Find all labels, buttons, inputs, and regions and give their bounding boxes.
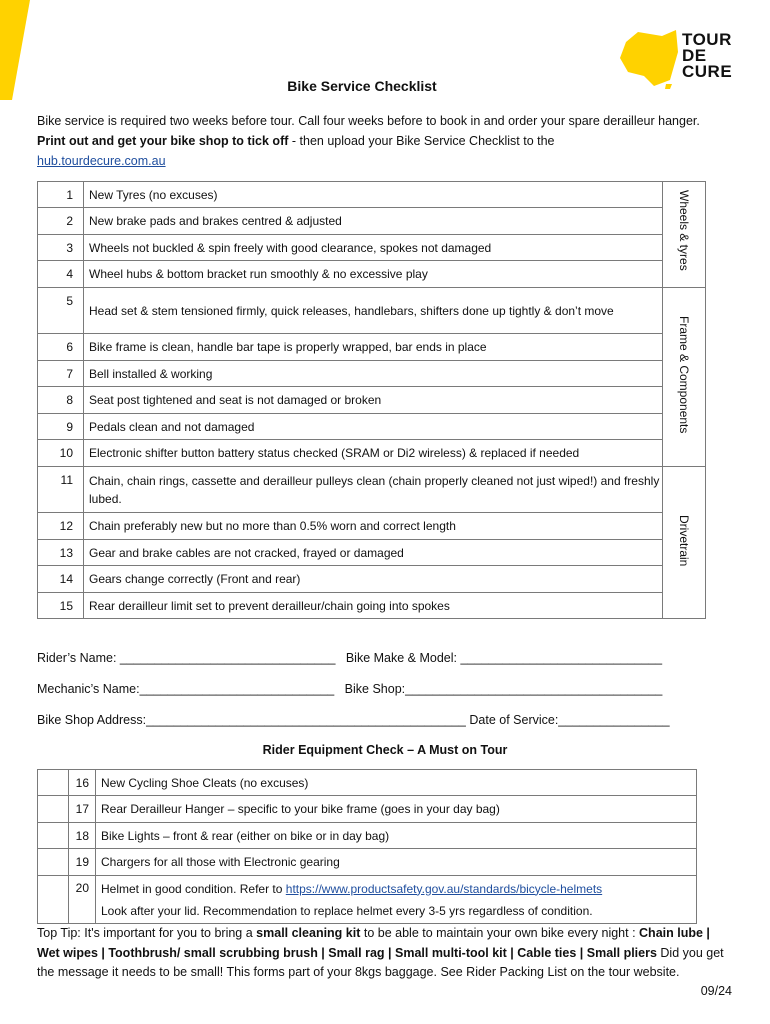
- section-label-cell: [663, 467, 706, 619]
- item-text: New Cycling Shoe Cleats (no excuses): [96, 770, 697, 796]
- tip-text-3: Did you get the message it needs to be small! This forms part of your 8kgs baggage. See Rider Packing List on the tour website.: [37, 945, 724, 979]
- item-number: 18: [69, 823, 96, 849]
- section-label: Wheels & tyres: [677, 190, 691, 271]
- item-number: 13: [38, 540, 84, 566]
- form-row-2: [37, 682, 662, 696]
- section-label-cell: [663, 288, 706, 467]
- item-number: 9: [38, 414, 84, 440]
- mechanics-name-field[interactable]: Mechanic’s Name:____________________________: [37, 682, 335, 696]
- item-number: 20: [69, 876, 96, 924]
- item-text: Gear and brake cables are not cracked, frayed or damaged: [84, 540, 663, 566]
- service-checklist-table: [37, 181, 706, 619]
- footer-date: 09/24: [700, 984, 732, 998]
- item-number: 2: [38, 208, 84, 235]
- item-number: 6: [38, 334, 84, 361]
- table-row: [38, 593, 706, 619]
- section-label-cell: [663, 182, 706, 288]
- item-number: 8: [38, 387, 84, 414]
- item-text: Gears change correctly (Front and rear): [84, 566, 663, 593]
- item-text: Wheels not buckled & spin freely with good clearance, spokes not damaged: [84, 235, 663, 261]
- item-text: Chargers for all those with Electronic gearing: [96, 849, 697, 876]
- table-row: [38, 876, 697, 924]
- blank-cell: [38, 823, 69, 849]
- item-text: Bell installed & working: [84, 361, 663, 387]
- intro-text-1: Bike service is required two weeks before tour. Call four weeks before to book in and order your spare derailleur hanger.: [37, 114, 700, 128]
- table-row: [38, 467, 706, 513]
- item-text: Rear Derailleur Hanger – specific to your bike frame (goes in your day bag): [96, 796, 697, 823]
- item-number: 15: [38, 593, 84, 619]
- item-number: 11: [38, 467, 84, 513]
- table-row: [38, 387, 706, 414]
- bike-shop-address-field[interactable]: Bike Shop Address:______________________________________________: [37, 713, 466, 727]
- logo-line-1: TOUR: [682, 30, 732, 49]
- blank-cell: [38, 770, 69, 796]
- equipment-check-table: [37, 769, 697, 924]
- blank-cell: [38, 849, 69, 876]
- table-row: [38, 414, 706, 440]
- riders-name-field[interactable]: Rider’s Name: _______________________________: [37, 651, 336, 665]
- logo-line-3: CURE: [682, 62, 733, 81]
- item-text: Bike frame is clean, handle bar tape is properly wrapped, bar ends in place: [84, 334, 663, 361]
- helmet-text: Helmet in good condition. Refer to: [101, 881, 286, 896]
- tip-text-2: to be able to maintain your own bike every night :: [360, 926, 640, 940]
- logo-wordmark: [682, 32, 732, 80]
- intro-text-2: - then upload your Bike Service Checklist to the: [288, 134, 555, 148]
- blank-cell: [38, 796, 69, 823]
- logo-line-2: DE: [682, 46, 707, 65]
- table-row: [38, 334, 706, 361]
- table-row: [38, 182, 706, 208]
- section-label: Drivetrain: [677, 515, 691, 567]
- tip-text-1: Top Tip: It's important for you to bring a: [37, 926, 257, 940]
- item-text: Chain preferably new but no more than 0.5% worn and correct length: [84, 513, 663, 540]
- item-number: 12: [38, 513, 84, 540]
- table-row: [38, 208, 706, 235]
- top-tip-paragraph: [37, 924, 732, 983]
- blank-cell: [38, 876, 69, 924]
- table-row: [38, 261, 706, 288]
- helmet-standards-link[interactable]: https://www.productsafety.gov.au/standards/bicycle-helmets: [285, 881, 603, 896]
- table-row: [38, 288, 706, 334]
- item-text: Bike Lights – front & rear (either on bike or in day bag): [96, 823, 697, 849]
- item-number: 14: [38, 566, 84, 593]
- item-text: Wheel hubs & bottom bracket run smoothly & no excessive play: [84, 261, 663, 288]
- item-number: 1: [38, 182, 84, 208]
- item-text: Rear derailleur limit set to prevent derailleur/chain going into spokes: [84, 593, 663, 619]
- item-text: [96, 876, 697, 924]
- table-row: [38, 513, 706, 540]
- table-row: [38, 540, 706, 566]
- table-row: [38, 849, 697, 876]
- item-text: Pedals clean and not damaged: [84, 414, 663, 440]
- helmet-note: Look after your lid. Recommendation to replace helmet every 3-5 yrs regardless of condition.: [101, 903, 593, 918]
- item-text: Head set & stem tensioned firmly, quick releases, handlebars, shifters done up tightly & don’t move: [84, 288, 663, 334]
- hub-link[interactable]: hub.tourdecure.com.au: [37, 154, 166, 168]
- form-row-1: [37, 651, 662, 665]
- intro-paragraph: [37, 111, 717, 171]
- section-label: Frame & Components: [677, 316, 691, 434]
- equipment-check-title: Rider Equipment Check – A Must on Tour: [262, 743, 508, 757]
- table-row: [38, 796, 697, 823]
- item-text: New brake pads and brakes centred & adjusted: [84, 208, 663, 235]
- item-text: New Tyres (no excuses): [84, 182, 663, 208]
- item-number: 17: [69, 796, 96, 823]
- page-title: Bike Service Checklist: [287, 78, 437, 94]
- item-number: 19: [69, 849, 96, 876]
- item-number: 3: [38, 235, 84, 261]
- table-row: [38, 770, 697, 796]
- item-number: 7: [38, 361, 84, 387]
- table-row: [38, 235, 706, 261]
- bike-make-model-field[interactable]: Bike Make & Model: _____________________________: [345, 651, 663, 665]
- form-row-3: [37, 713, 670, 727]
- tip-bold-1: small cleaning kit: [256, 926, 361, 940]
- item-text: Electronic shifter button battery status checked (SRAM or Di2 wireless) & replaced if needed: [84, 440, 663, 467]
- item-number: 10: [38, 440, 84, 467]
- item-text: Seat post tightened and seat is not damaged or broken: [84, 387, 663, 414]
- table-row: [38, 361, 706, 387]
- intro-bold: Print out and get your bike shop to tick off: [37, 134, 289, 148]
- table-row: [38, 566, 706, 593]
- item-number: 5: [38, 288, 84, 334]
- table-row: [38, 440, 706, 467]
- tip-bold-2: Chain lube | Wet wipes | Toothbrush/ small scrubbing brush | Small rag | Small multi-tool kit | Cable ties | Small pliers: [37, 926, 710, 960]
- table-row: [38, 823, 697, 849]
- item-number: 4: [38, 261, 84, 288]
- item-text: Chain, chain rings, cassette and derailleur pulleys clean (chain properly cleaned not just wiped!) and freshly lubed.: [84, 467, 663, 513]
- date-of-service-field[interactable]: Date of Service:________________: [469, 713, 670, 727]
- item-number: 16: [69, 770, 96, 796]
- bike-shop-field[interactable]: Bike Shop:_____________________________________: [344, 682, 663, 696]
